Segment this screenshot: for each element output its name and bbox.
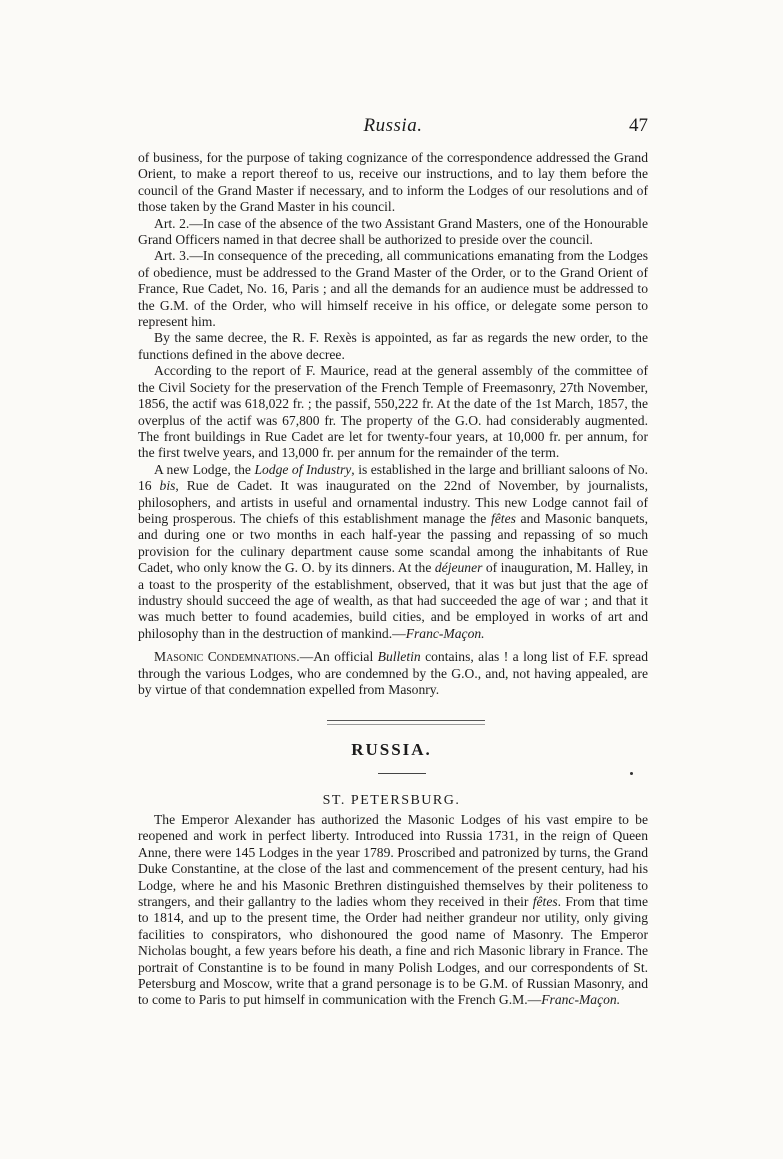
paragraph-lodge-of-industry [138,462,648,642]
paragraph-emperor-alexander [138,812,648,1009]
text-run: , Rue de Cadet. It was inaugurated on the 22nd of November, by journalists, philosophers, and artists in useful and ornamental industry. This new Lodge cannot fail of being prosperous. The chiefs of this establishment manage the [138,478,648,526]
section-divider [327,720,485,725]
paragraph-continuation: of business, for the purpose of taking cognizance of the correspondence addressed the Grand Orient, to make a report thereof to us, receive our instructions, and to lay them before the council of the Grand Master if necessary, and to inform the Lodges of our resolutions and of those taken by the Grand Master in his council. [138,150,648,215]
italic-bulletin: Bulletin [377,649,421,665]
text-run: , is established in the large and brilliant saloons of No. 16 [138,461,648,494]
section-title-russia: RUSSIA. [351,740,432,759]
text-run: . From that time to 1814, and up to the present time, the Order had neither grandeur nor utility, only giving facilities to conspirators, who dishonoured the good name of Masonry. The Emperor Nicholas bought, a few years before his death, a fine and rich Masonic library in France. The portrait of Constantine is to be found in many Polish Lodges, and our correspondents of St. Petersburg and Moscow, write that a grand personage is to be G.M. of Russian Masonry, and to come to Paris to put himself in communication with the French G.M.— [138,894,648,1008]
paragraph-art-2: Art. 2.—In case of the absence of the two Assistant Grand Masters, one of the Honourable Grand Officers named in that decree shall be authorized to preside over the council. [138,215,648,248]
title-rule [378,773,426,774]
france-section [138,150,648,698]
paragraph-rexes-decree: By the same decree, the R. F. Rexès is appointed, as far as regards the new order, to the functions defined in the above decree. [138,330,648,362]
source-citation: Franc-Maçon. [541,992,621,1008]
subsection-title-st-petersburg: ST. PETERSBURG. [322,793,461,808]
paragraph-maurice-report: According to the report of F. Maurice, read at the general assembly of the committee of the Civil Society for the preservation of the French Temple of Freemasonry, 27th November, 1856, the actif was 618,022 fr. ; the passif, 550,222 fr. At the date of the 1st March, 1857, the overplus of the actif was 67,800 fr. The property of the G.O. had considerably augmented. The front buildings in Rue Cadet are let for twenty-four years, at 10,000 fr. per annum, for the first twelve years, and 13,000 fr. per annum for the remainder of the term. [138,363,648,461]
paragraph-masonic-condemnations [138,649,648,698]
running-head [138,115,648,145]
text-run: The Emperor Alexander has authorized the Masonic Lodges of his vast empire to be reopened and work in perfect liberty. Introduced into Russia 1731, in the reign of Queen Anne, there were 145 Lodges in the year 1789. Proscribed and patronized by turns, the Grand Duke Constantine, at the close of the last and commencement of the present century, had his Lodge, where he and his Masonic Brethren distinguished themselves by their politeness to strangers, and their gallantry to the ladies whom they received in their [138,812,648,910]
italic-fetes: fêtes [532,894,558,910]
paragraph-art-3: Art. 3.—In consequence of the preceding, all communications emanating from the Lodges of obedience, must be addressed to the Grand Master of the Order, or to the Grand Orient of France, Rue Cadet, No. 16, Paris ; and all the demands for an audience must be addressed to the G.M. of the Order, who will himself receive in his office, or delegate some person to represent him. [138,248,648,330]
italic-fetes: fêtes [490,510,516,526]
text-run: contains, alas ! a long list of F.F. spread through the various Lodges, who are condemned by the G.O., and, not having appealed, are by virtue of that condemnation expelled from Masonry. [138,649,648,697]
source-citation: Franc-Maçon. [405,625,485,641]
running-title: Russia. [363,115,423,136]
italic-dejeuner: déjeuner [434,560,483,576]
run-in-heading: Masonic Condemnations. [154,649,300,665]
text-run: and Masonic banquets, and during one or two months in each half-year the passing and repassing of so much provision for the culinary department cause some scandal among the inhabitants of Rue Cadet, who only know the G. O. by its dinners. At the [138,510,648,576]
text-run: of inauguration, M. Halley, in a toast to the prosperity of the establishment, observed, that it was but just that the age of industry should succeed the age of wealth, as that had succeeded the age of war ; and that it was much better to found academies, build cities, and be employed in works of art and philosophy than in the destruction of mankind.— [138,560,648,641]
italic-bis: bis [159,478,176,494]
russia-section [138,812,648,1009]
lodge-name: Lodge of Industry [254,461,352,477]
text-run: A new Lodge, the [154,461,255,477]
text-run: —An official [299,649,378,665]
print-speck [630,772,633,775]
page-number: 47 [629,115,648,136]
